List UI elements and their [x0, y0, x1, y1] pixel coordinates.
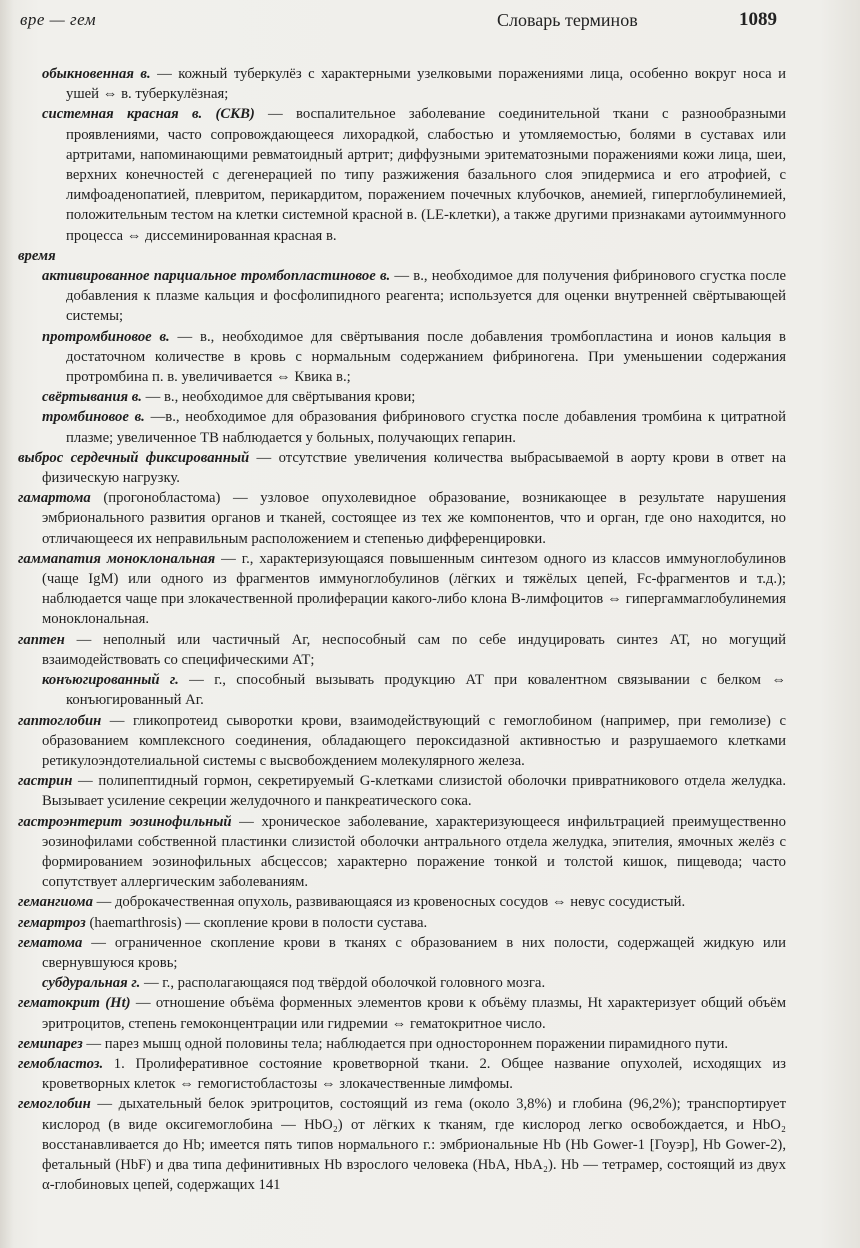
- page-header: [0, 0, 860, 40]
- entry-term: гемобластоз.: [18, 1055, 104, 1072]
- dictionary-entry: [18, 812, 786, 893]
- entry-definition: — г., способный вызывать продукцию АТ при ковалентном связывании с белком ⇔ конъюгированный Аг.: [66, 672, 787, 709]
- entry-definition: — отсутствие увеличения количества выбрасываемой в аорту крови в ответ на физическую нагрузку.: [42, 449, 786, 487]
- entry-definition: — дыхательный белок эритроцитов, состоящий из гема (около 3,8%) и глобина (96,2%); транспортирует кислород (в виде оксигемоглобина — HbO₂) от лёгких к тканям, где кислород легко освобождается, и HbO₂ восстанавливается до Hb; имеется пять типов нормального г.: эмбриональные Hb (Hb Gower-1 [Гоуэр], Hb Gower-2), фетальный (HbF) и два типа дефинитивных Hb взрослого человека (HbA, HbA₂). Hb — тетрамер, состоящий из двух α-глобиновых цепей, содержащих 141: [42, 1096, 786, 1194]
- page-number: 1089: [739, 9, 777, 30]
- entry-definition: — полипептидный гормон, секретируемый G-клетками слизистой оболочки привратникового отдела желудка. Вызывает усиление секреции желудочного и панкреатического сока.: [42, 773, 786, 810]
- section-title: Словарь терминов: [497, 10, 638, 30]
- dictionary-entry: [18, 448, 786, 488]
- entry-definition: (haemarthrosis) — скопление крови в полости сустава.: [85, 914, 428, 931]
- entry-term: время: [18, 247, 56, 264]
- entry-term: обыкновенная в.: [42, 66, 151, 82]
- entry-term: протромбиновое в.: [42, 328, 170, 345]
- entry-definition: — хроническое заболевание, характеризующееся инфильтрацией преимущественно эозинофилами собственной пластинки слизистой оболочки антрального отдела желудка, эпителия, ямочных желёз с формированием эозинофильных абсцессов; характерно поражение тонкой и толстой кишок, пищевода; часто сопутствует аллергическим заболеваниям.: [42, 813, 786, 891]
- dictionary-entry: [18, 630, 786, 670]
- entry-definition: — г., характеризующаяся повышенным синтезом одного из классов иммуноглобулинов (чаще IgM) или одного из фрагментов иммуноглобулинов (лёгких и тяжёлых цепей, Fc-фрагментов и т.д.); наблюдается чаще при злокачественной пролиферации какого-либо клона B-лимфоцитов ⇔ гипергаммаглобулинемия моноклональная.: [42, 550, 786, 628]
- dictionary-entry: [18, 913, 786, 933]
- entry-term: свёртывания в.: [42, 389, 142, 406]
- entry-definition: — ограниченное скопление крови в тканях с образованием в них полости, содержащей жидкую или свернувшуюся кровь;: [42, 934, 786, 971]
- entry-term: гастроэнтерит эозинофильный: [18, 813, 232, 830]
- dictionary-subentry: [18, 973, 786, 993]
- entry-definition: — неполный или частичный Аг, неспособный сам по себе индуцировать синтез АТ, но могущий взаимодействовать со специфическими АТ;: [42, 631, 786, 668]
- entry-definition: — в., необходимое для свёртывания после добавления тромбопластина и ионов кальция в достаточном количестве в кровь с нормальным содержанием фибриногена. При уменьшении содержания протромбина п. в. увеличивается ⇔ Квика в.;: [66, 328, 786, 386]
- entry-term: системная красная в. (СКВ): [42, 106, 255, 123]
- dictionary-subentry: [18, 327, 786, 388]
- entry-term: выброс сердечный фиксированный: [18, 449, 250, 466]
- entry-definition: — отношение объёма форменных элементов крови к объёму плазмы, Ht характеризует общий объём эритроцитов, степень гемоконцентрации или гидремии ⇔ гематокритное число.: [42, 995, 786, 1032]
- entry-term: гемоглобин: [18, 1096, 91, 1113]
- entry-term: гастрин: [18, 773, 73, 790]
- dictionary-subentry: [18, 64, 786, 104]
- entry-term: гамартома: [18, 490, 91, 507]
- running-head: вре — гем: [20, 10, 97, 29]
- entry-definition: —в., необходимое для образования фибринового сгустка после добавления тромбина к цитратной плазме; увеличенное ТВ наблюдается у больных, получающих гепарин.: [66, 409, 786, 446]
- entry-term: гаптоглобин: [18, 712, 102, 729]
- dictionary-entry: [18, 488, 786, 549]
- entry-definition: — г., располагающаяся под твёрдой оболочкой головного мозга.: [140, 975, 546, 992]
- dictionary-entry: [18, 246, 786, 266]
- entry-term: гаптен: [18, 631, 65, 648]
- entry-definition: — воспалительное заболевание соединительной ткани с разнообразными проявлениями, часто сопровождающееся лихорадкой, слабостью и утомляемостью, болями в суставах или артритами, напоминающими ревматоидный артрит; диффузными эритематозными поражениями кожи лица, шеи, верхних конечностей с дегенерацией по типу разжижения базального слоя эпидермиса и его атрофией, с лимфоаденопатией, плевритом, перикардитом, поражением почечных клубочков, анемией, гиперглобулинемией, положительным тестом на клетки системной красной в. (LE-клетки), а также другими признаками аутоиммунного процесса ⇔ диссеминированная красная в.: [66, 106, 786, 244]
- entry-definition: 1. Пролиферативное состояние кроветворной ткани. 2. Общее название опухолей, исходящих из кроветворных клеток ⇔ гемогистобластозы ⇔ злокачественные лимфомы.: [42, 1055, 786, 1093]
- dictionary-subentry: [18, 670, 786, 710]
- entry-term: конъюгированный г.: [42, 672, 179, 689]
- dictionary-entry: [18, 993, 786, 1033]
- entry-term: гемангиома: [18, 894, 93, 911]
- entry-definition: — доброкачественная опухоль, развивающаяся из кровеносных сосудов ⇔ невус сосудистый.: [92, 894, 686, 911]
- dictionary-entry: [18, 771, 786, 811]
- entry-definition: — парез мышц одной половины тела; наблюдается при одностороннем поражении пирамидного пути.: [82, 1035, 729, 1052]
- dictionary-entry: [18, 1094, 786, 1195]
- dictionary-subentry: [18, 407, 786, 447]
- entry-term: гемипарез: [18, 1035, 83, 1052]
- dictionary-subentry: [18, 387, 786, 407]
- entry-definition: (прогонобластома) — узловое опухолевидное образование, возникающее в результате нарушения эмбрионального развития органов и тканей, состоящее из тех же компонентов, что и орган, где оно находится, но отличающееся их неправильным расположением и степенью дифференцировки.: [42, 490, 786, 547]
- entry-term: тромбиновое в.: [42, 409, 145, 426]
- dictionary-subentry: [18, 104, 786, 245]
- dictionary-body: [18, 64, 786, 1195]
- entry-definition: — кожный туберкулёз с характерными узелковыми поражениями лица, особенно вокруг носа и ушей ⇔ в. туберкулёзная;: [66, 66, 787, 103]
- dictionary-subentry: [18, 266, 786, 327]
- entry-term: гематома: [18, 934, 83, 951]
- dictionary-entry: [18, 549, 786, 630]
- entry-definition: — в., необходимое для свёртывания крови;: [141, 389, 416, 406]
- dictionary-entry: [18, 1034, 786, 1054]
- dictionary-entry: [18, 711, 786, 772]
- entry-term: субдуральная г.: [42, 975, 141, 992]
- dictionary-entry: [18, 892, 786, 912]
- entry-term: гаммапатия моноклональная: [18, 550, 216, 567]
- entry-definition: — в., необходимое для получения фибринового сгустка после добавления к плазме кальция и фосфолипидного реагента; используется для оценки внутренней свёртывающей системы;: [66, 268, 787, 325]
- entry-term: гемартроз: [18, 914, 86, 931]
- entry-term: гематокрит (Ht): [18, 995, 131, 1012]
- dictionary-entry: [18, 933, 786, 973]
- dictionary-entry: [18, 1054, 786, 1094]
- entry-term: активированное парциальное тромбопластиновое в.: [42, 268, 391, 285]
- entry-definition: — гликопротеид сыворотки крови, взаимодействующий с гемоглобином (например, при гемолизе) с образованием комплексного соединения, обладающего пероксидазной активностью и разрушаемого клетками ретикулоэндотелиальной системы с высвобождением молекулярного железа.: [42, 712, 786, 769]
